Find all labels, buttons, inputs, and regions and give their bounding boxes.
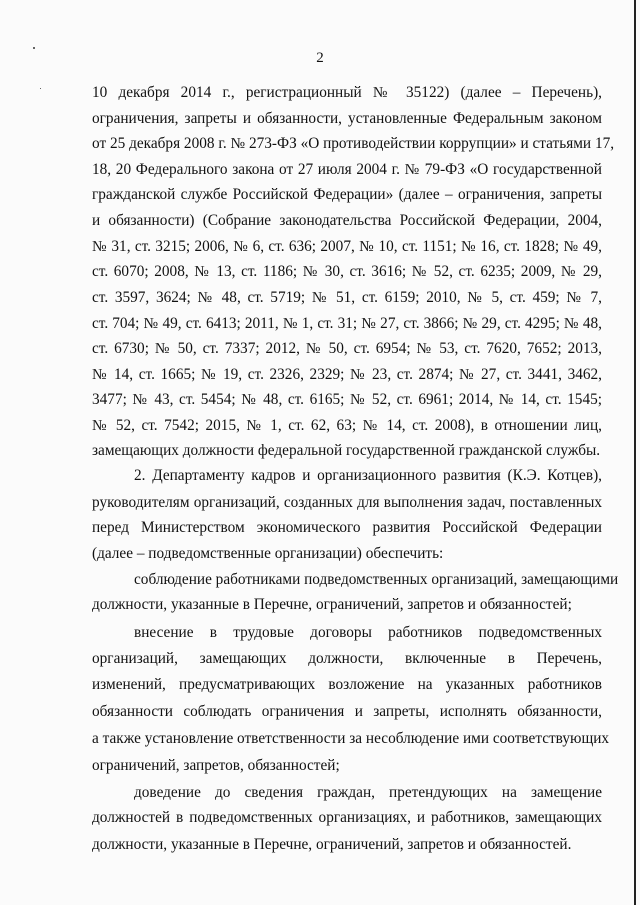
text-line: (далее – подведомственные организации) обеспечить:: [92, 545, 444, 562]
text-line: обязанности соблюдать ограничения и запреты, исполнять обязанности,: [92, 703, 602, 720]
text-line: организаций, замещающих должности, включенные в Перечень,: [92, 650, 602, 667]
text-line: соблюдение работниками подведомственных организаций, замещающими: [134, 571, 619, 588]
text-line: № 14, ст. 1665; № 19, ст. 2326, 2329; № 23, ст. 2874; № 27, ст. 3441, 3462,: [92, 366, 602, 383]
text-line: 2. Департаменту кадров и организационного развития (К.Э. Котцев),: [134, 467, 602, 484]
text-line: а также установление ответственности за несоблюдение ими соответствующих: [92, 730, 610, 747]
text-line: 3477; № 43, ст. 5454; № 48, ст. 6165; № 52, ст. 6961; 2014, № 14, ст. 1545;: [92, 391, 602, 408]
text-line: замещающих должности федеральной государственной гражданской службы.: [92, 442, 601, 459]
text-line: № 31, ст. 3215; 2006, № 6, ст. 636; 2007, № 10, ст. 1151; № 16, ст. 1828; № 49,: [92, 238, 602, 255]
scan-speck: [40, 88, 41, 89]
scan-speck: [33, 47, 35, 49]
text-line: и обязанности) (Собрание законодательства Российской Федерации, 2004,: [92, 212, 602, 229]
text-line: перед Министерством экономического развития Российской Федерации: [92, 519, 602, 536]
text-line: 18, 20 Федерального закона от 27 июля 2004 г. № 79-ФЗ «О государственной: [92, 161, 602, 178]
text-line: ст. 6730; № 50, ст. 7337; 2012, № 50, ст. 6954; № 53, ст. 7620, 7652; 2013,: [92, 340, 602, 357]
text-line: ст. 6070; 2008, № 13, ст. 1186; № 30, ст. 3616; № 52, ст. 6235; 2009, № 29,: [92, 263, 602, 280]
text-line: внесение в трудовые договоры работников подведомственных: [134, 624, 602, 641]
scan-edge: [634, 0, 636, 905]
text-line: изменений, предусматривающих возложение на указанных работников: [92, 676, 602, 693]
text-line: должности, указанные в Перечне, ограничений, запретов и обязанностей.: [92, 836, 572, 853]
text-line: ст. 704; № 49, ст. 6413; 2011, № 1, ст. 31; № 27, ст. 3866; № 29, ст. 4295; № 48,: [92, 315, 602, 332]
text-line: должностей в подведомственных организациях, и работников, замещающих: [92, 809, 602, 826]
text-line: руководителям организаций, созданных для выполнения задач, поставленных: [92, 494, 602, 511]
text-line: ограничений, запретов, обязанностей;: [92, 757, 340, 774]
text-line: гражданской службе Российской Федерации» (далее – ограничения, запреты: [92, 186, 602, 203]
text-line: № 52, ст. 7542; 2015, № 1, ст. 62, 63; № 14, ст. 2008), в отношении лиц,: [92, 417, 602, 434]
text-line: от 25 декабря 2008 г. № 273-ФЗ «О противодействии коррупции» и статьями 17,: [92, 135, 615, 152]
page-number: 2: [316, 50, 324, 66]
text-line: ограничения, запреты и обязанности, установленные Федеральным законом: [92, 110, 602, 127]
text-line: доведение до сведения граждан, претендующих на замещение: [134, 784, 602, 801]
text-line: 10 декабря 2014 г., регистрационный № 35122) (далее – Перечень),: [92, 84, 602, 101]
text-line: ст. 3597, 3624; № 48, ст. 5719; № 51, ст. 6159; 2010, № 5, ст. 459; № 7,: [92, 289, 602, 306]
text-line: должности, указанные в Перечне, ограничений, запретов и обязанностей;: [92, 596, 572, 613]
